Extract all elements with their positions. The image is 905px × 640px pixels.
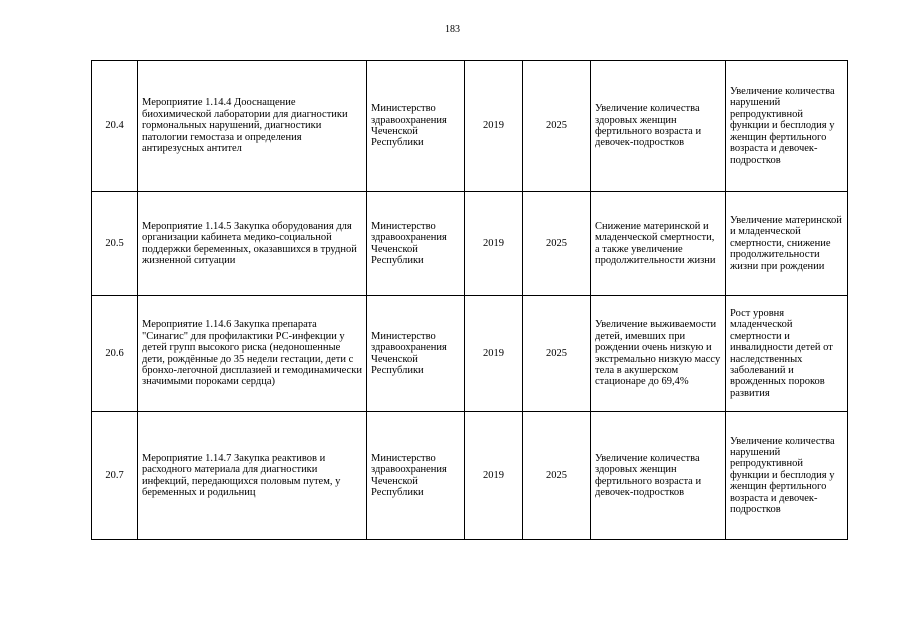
- expected-result: Увеличение выживаемости детей, имевших при рождении очень низкую и экстремально низкую массу тела в акушерском стационаре до 69,4%: [591, 296, 726, 412]
- row-number: 20.5: [92, 192, 138, 296]
- table-row: [92, 61, 848, 192]
- non-implementation-consequence: Рост уровня младенческой смертности и инвалидности детей от наследственных заболеваний и врожденных пороков развития: [726, 296, 848, 412]
- row-number: 20.7: [92, 412, 138, 540]
- expected-result: Увеличение количества здоровых женщин фертильного возраста и девочек-подростков: [591, 412, 726, 540]
- executor: Министерство здравоохранения Чеченской Республики: [367, 61, 465, 192]
- start-year: 2019: [465, 61, 523, 192]
- end-year: 2025: [523, 412, 591, 540]
- non-implementation-consequence: Увеличение количества нарушений репродуктивной функции и бесплодия у женщин фертильного возраста и девочек-подростков: [726, 61, 848, 192]
- end-year: 2025: [523, 296, 591, 412]
- executor: Министерство здравоохранения Чеченской Республики: [367, 412, 465, 540]
- event-description: Мероприятие 1.14.5 Закупка оборудования для организации кабинета медико-социальной поддержки беременных, оказавшихся в трудной жизненной ситуации: [138, 192, 367, 296]
- end-year: 2025: [523, 61, 591, 192]
- event-description: Мероприятие 1.14.4 Дооснащение биохимической лаборатории для диагностики гормональных нарушений, диагностики патологии гемостаза и определения антирезусных антител: [138, 61, 367, 192]
- end-year: 2025: [523, 192, 591, 296]
- row-number: 20.4: [92, 61, 138, 192]
- activities-table: [91, 60, 848, 540]
- page-number: 183: [445, 24, 460, 35]
- start-year: 2019: [465, 296, 523, 412]
- start-year: 2019: [465, 412, 523, 540]
- expected-result: Снижение материнской и младенческой смертности, а также увеличение продолжительности жизни: [591, 192, 726, 296]
- executor: Министерство здравоохранения Чеченской Республики: [367, 192, 465, 296]
- start-year: 2019: [465, 192, 523, 296]
- table-row: [92, 192, 848, 296]
- event-description: Мероприятие 1.14.7 Закупка реактивов и расходного материала для диагностики инфекций, передающихся половым путем, у беременных и родильниц: [138, 412, 367, 540]
- row-number: 20.6: [92, 296, 138, 412]
- executor: Министерство здравоохранения Чеченской Республики: [367, 296, 465, 412]
- table-row: [92, 296, 848, 412]
- non-implementation-consequence: Увеличение количества нарушений репродуктивной функции и бесплодия у женщин фертильного возраста и девочек-подростков: [726, 412, 848, 540]
- expected-result: Увеличение количества здоровых женщин фертильного возраста и девочек-подростков: [591, 61, 726, 192]
- event-description: Мероприятие 1.14.6 Закупка препарата "Синагис" для профилактики РС-инфекции у детей групп высокого риска (недоношенные дети, рождённые до 35 недели гестации, дети с бронхо-легочной дисплазией и гемодинамически значимыми пороками сердца): [138, 296, 367, 412]
- non-implementation-consequence: Увеличение материнской и младенческой смертности, снижение продолжительности жизни при рождении: [726, 192, 848, 296]
- table-row: [92, 412, 848, 540]
